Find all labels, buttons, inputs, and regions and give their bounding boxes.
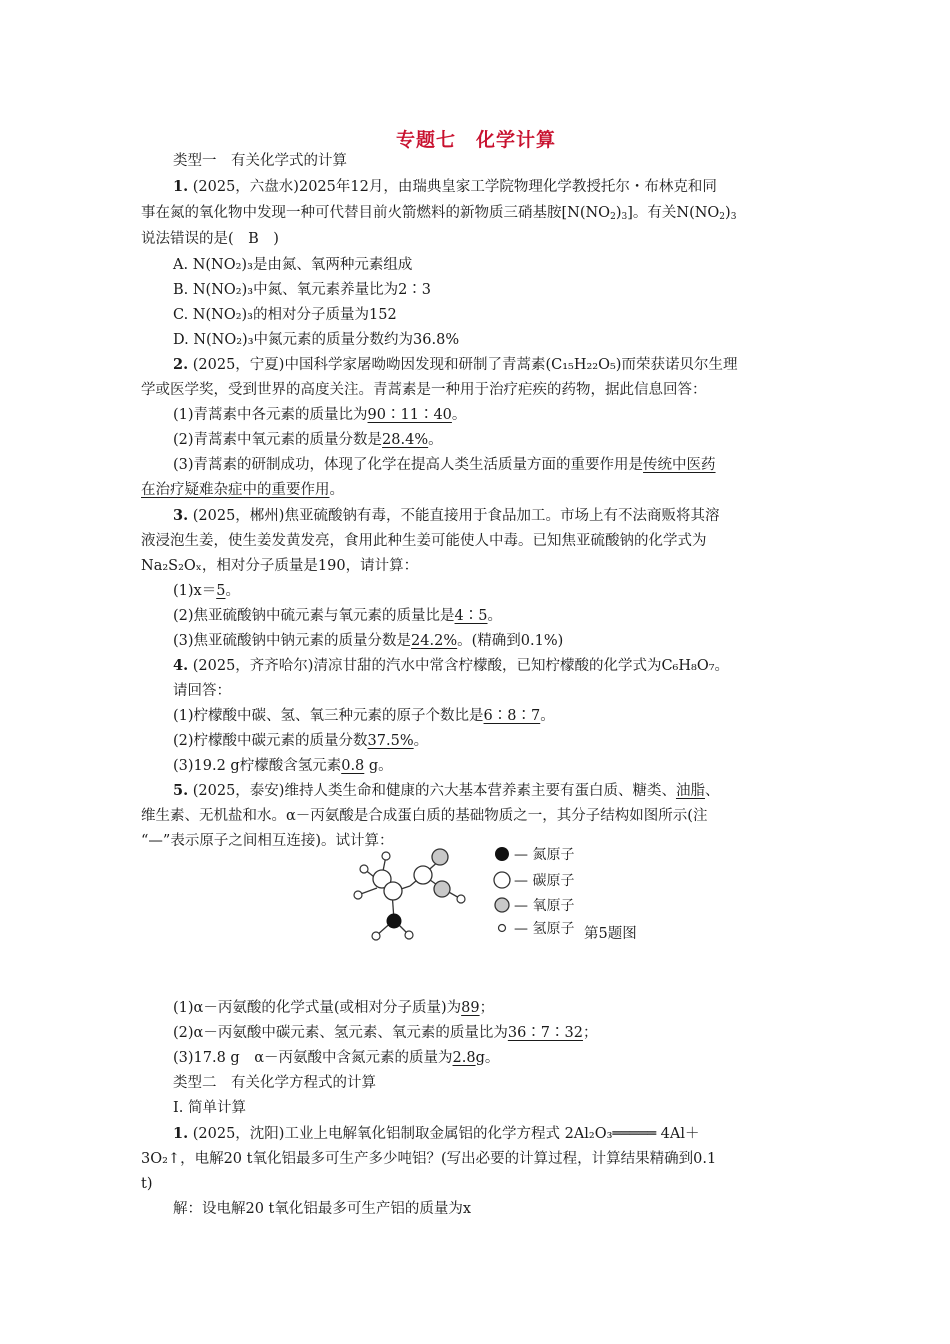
answer: 在治疗疑难杂症中的重要作用 [141,482,330,498]
hydrogen-atom [372,932,380,940]
question-2-part3: (3)青蒿素的研制成功，体现了化学在提高人类生活质量方面的重要作用是传统中医药 [173,457,716,473]
section-heading-type1: 类型一 有关化学式的计算 [173,153,347,169]
question-number: 1. [173,1125,189,1142]
type2-question-1-line2: 3O₂↑，电解20 t氧化铝最多可生产多少吨铝？(写出必要的计算过程，计算结果精确到0.1 [141,1151,717,1167]
answer: 4∶5 [454,608,488,624]
question-3-part3: (3)焦亚硫酸钠中钠元素的质量分数是24.2%。(精确到0.1%) [173,633,564,649]
question-2-part3-cont: 在治疗疑难杂症中的重要作用。 [141,482,344,498]
question-3-part2: (2)焦亚硫酸钠中硫元素与氧元素的质量比是4∶5。 [173,608,502,624]
page-title: 专题七 化学计算 [395,129,556,151]
question-1-line2: 事在氮的氧化物中发现一种可代替目前火箭燃料的新物质三硝基胺$[N(NO_2)_3]$。有关$N(NO_2)_3$ [141,205,737,222]
question-2-part2: (2)青蒿素中氧元素的质量分数是28.4%。 [173,432,443,448]
question-3-line1: 3. (2025，郴州)焦亚硫酸钠有毒，不能直接用于食品加工。市场上有不法商贩将其溶 [173,507,720,524]
question-4-part1: (1)柠檬酸中碳、氢、氧三种元素的原子个数比是6∶8∶7。 [173,708,555,724]
option-a: A. N(NO₂)₃是由氮、氧两种元素组成 [173,257,413,273]
type2-question-1-line3: t) [141,1176,153,1192]
question-2-line1: 2. (2025，宁夏)中国科学家屠呦呦因发现和研制了青蒿素(C₁₅H₂₂O₅)而荣获诺贝尔生理 [173,356,738,373]
carbon-atom [384,882,402,900]
answer: 0.8 [341,758,365,774]
hydrogen-atom [360,865,368,873]
oxygen-atom [434,881,450,897]
answer: 5 [216,583,226,599]
legend-hydrogen: — 氢原子 [514,921,575,937]
hydrogen-atom [457,895,465,903]
answer: 28.4% [382,432,429,448]
answer: 传统中医药 [643,457,716,473]
question-2-part1: (1)青蒿素中各元素的质量比为90∶11∶40。 [173,407,467,423]
question-4-part3: (3)19.2 g柠檬酸含氢元素0.8 g。 [173,758,393,774]
answer: 6∶8∶7 [483,708,541,724]
answer: 油脂 [675,783,705,799]
question-5-line1: 5. (2025，泰安)维持人类生命和健康的六大基本营养素主要有蛋白质、糖类、油脂、 [173,782,720,799]
answer: 36∶7∶32 [507,1025,583,1041]
type2-question-1-line1: 1. (2025，沈阳)工业上电解氧化铝制取金属铝的化学方程式 2Al₂O₃═════ 4Al＋ [173,1125,700,1142]
question-4-line1: 4. (2025，齐齐哈尔)清凉甘甜的汽水中常含柠檬酸，已知柠檬酸的化学式为C₆H₈O₇。 [173,657,730,674]
legend-nitrogen-icon [495,847,509,861]
answer: 90∶11∶40 [367,407,452,423]
legend-nitrogen: — 氮原子 [514,847,575,863]
question-3-line3: Na₂S₂Oₓ，相对分子质量是190，请计算： [141,558,419,574]
answer: 24.2% [411,633,458,649]
answer: 37.5% [367,733,414,749]
carbon-atom [414,866,432,884]
question-number: 2. [173,356,189,373]
question-number: 1. [173,178,189,195]
oxygen-atom [432,849,448,865]
question-number: 3. [173,507,189,524]
hydrogen-atom [354,891,362,899]
answer: 89 [461,1000,480,1016]
question-2-line2: 学或医学奖，受到世界的高度关注。青蒿素是一种用于治疗疟疾的药物，据此信息回答： [141,382,707,398]
legend-oxygen: — 氧原子 [514,898,575,914]
question-4-part2: (2)柠檬酸中碳元素的质量分数37.5%。 [173,733,429,749]
figure-caption: 第5题图 [584,926,637,942]
question-3-part1: (1)x＝5。 [173,583,240,599]
subsection-heading: Ⅰ. 简单计算 [173,1100,246,1116]
question-5-part3: (3)17.8 g α－丙氨酸中含氮元素的质量为2.8g。 [173,1050,500,1066]
nitrogen-atom [387,914,401,928]
option-d: D. N(NO₂)₃中氮元素的质量分数约为36.8% [173,332,460,348]
question-4-line2: 请回答： [173,683,231,699]
option-c: C. N(NO₂)₃的相对分子质量为152 [173,307,397,323]
question-3-line2: 液浸泡生姜，使生姜发黄发亮，食用此种生姜可能使人中毒。已知焦亚硫酸钠的化学式为 [141,533,707,549]
legend-oxygen-icon [495,898,509,912]
question-5-part1: (1)α－丙氨酸的化学式量(或相对分子质量)为89； [173,1000,495,1016]
answer: 2.8 [452,1050,476,1066]
option-b: B. N(NO₂)₃中氮、氧元素养量比为2∶3 [173,282,432,298]
question-5-line2: 维生素、无机盐和水。α－丙氨酸是合成蛋白质的基础物质之一，其分子结构如图所示(注 [141,808,708,824]
question-number: 4. [173,657,189,674]
question-1-line3: 说法错误的是( B ) [141,231,279,247]
section-heading-type2: 类型二 有关化学方程式的计算 [173,1075,376,1091]
hydrogen-atom [382,852,390,860]
legend-hydrogen-icon [499,925,506,932]
legend-carbon: — 碳原子 [514,873,575,889]
hydrogen-atom [405,931,413,939]
question-5-line3: “—”表示原子之间相互连接)。试计算： [141,833,394,849]
question-5-part2: (2)α－丙氨酸中碳元素、氢元素、氧元素的质量比为36∶7∶32； [173,1025,598,1041]
question-number: 5. [173,782,189,799]
legend-carbon-icon [494,872,510,888]
question-1-line1: 1. (2025，六盘水)2025年12月，由瑞典皇家工学院物理化学教授托尔・布林克和同 [173,178,717,195]
solution-line: 解：设电解20 t氧化铝最多可生产铝的质量为x [173,1201,472,1217]
